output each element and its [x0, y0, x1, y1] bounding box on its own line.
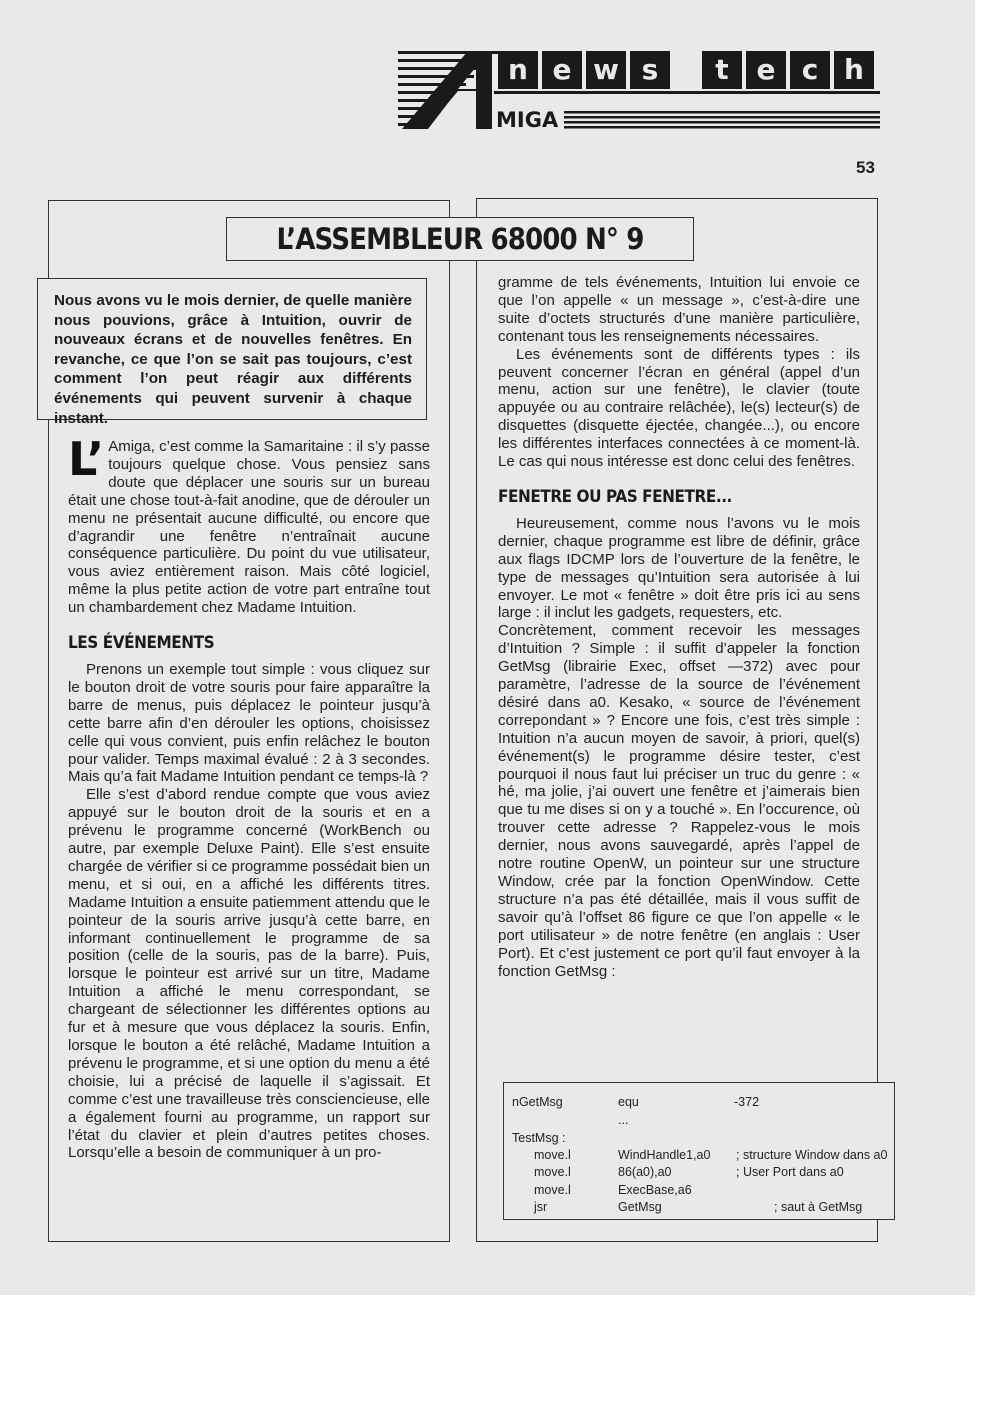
logo-letter: w: [593, 53, 619, 86]
page-number: 53: [856, 158, 875, 177]
first-paragraph: [68, 432, 430, 617]
code-line: nGetMsg equ -372: [512, 1095, 760, 1109]
logo-letter: c: [801, 53, 819, 86]
article-intro: Nous avons vu le mois dernier, de quelle manière nous pouvions, grâce à Intuition, ouvrir de nouveaux écrans et de nouvelles fenêtres. En revanche, ce que l’on se sait pas toujours, c’est comment l’on peut réagir aux différents événements qui peuvent survenir à chaque instant.: [37, 278, 427, 420]
logo-letter: e: [552, 53, 572, 86]
section-heading: LES ÉVÉNEMENTS: [68, 633, 215, 654]
article-title: L’ASSEMBLEUR 68000 N° 9: [276, 222, 644, 256]
logo-sub: MIGA: [496, 108, 559, 132]
article-title-box: [226, 217, 694, 261]
paragraph: Heureusement, comme nous l’avons vu le mois dernier, chaque programme est libre de définir, grâce aux flags IDCMP lors de l’ouverture de la fenêtre, le type de messages qu’Intuition sera autorisée à lui envoyer. Le mot « fenêtre » doit être pris ici au sens large : il inclut les gadgets, requesters, etc.: [498, 514, 860, 622]
logo-letter: s: [641, 53, 659, 86]
right-column: [498, 274, 860, 980]
code-line: jsr GetMsg ; saut à GetMsg: [534, 1200, 863, 1214]
amiga-news-tech-logo: [398, 45, 880, 133]
paragraph: gramme de tels événements, Intuition lui envoie ce que l’on appelle « un message », c’est-à-dire une suite d’octets structurés d’une manière particulière, contenant tous les renseignements nécessaires.: [498, 274, 860, 345]
paragraph: Les événements sont de différents types : ils peuvent concerner l’écran en général (appel d’un menu, action sur une fenêtre), le clavier (toute appuyée ou au contraire relâchée), le(s) lecteur(s) de disquettes (disquette éjectée, changée...), ou encore les différentes interfaces connectées à ce moment-là. Le cas qui nous intéresse est donc celui des fenêtres.: [498, 345, 860, 471]
code-line: move.l 86(a0),a0 ; User Port dans a0: [534, 1165, 844, 1179]
section-heading: FENETRE OU PAS FENETRE...: [498, 486, 732, 507]
paragraph-text: Amiga, c’est comme la Samaritaine : il s’y passe toujours quelque chose. Vous pensiez sans doute que déplacer une souris sur un bureau était une chose tout-à-fait anodine, que de dérouler un menu ne présentait aucune difficulté, ou encore que d’agrandir une fenêtre n’entraînait aucune conséquence particulière. Du point du vue utilisateur, vous aviez entièrement raison. Mais côté logiciel, même la plus petite action de votre part entraîne tout un chambardement chez Madame Intuition.: [68, 438, 430, 617]
paragraph: Concrètement, comment recevoir les messages d’Intuition ? Simple : il suffit d’appeler la fonction GetMsg (librairie Exec, offset —372) avec pour paramètre, l’adresse de la source de l’événement désiré dans a0. Kesako, « source de l’événement correpondant » ? Encore une fois, c’est très simple : Intuition n’a aucun moyen de savoir, à priori, quel(s) événement(s) le programme désire tester, c’est pourquoi il nous faut lui préciser un truc du genre : « hé, ma jolie, j’ai ouvert une fenêtre et j’aimerais bien que tu me dises si on y a touché ». En l’occurence, où trouver cette adresse ? Rappelez-vous le mois dernier, nous avons sauvegardé, après l’appel de notre routine OpenW, un pointeur sur une structure Window, crée par la fonction OpenWindow. Cette structure n’a pas été détaillée, mais il vous suffit de savoir qu’à l’offset 86 figure ce que l’on appelle « le port utilisateur » de notre fenêtre (en anglais : User Port). Et c’est justement ce port qu’il faut envoyer à la fonction GetMsg :: [498, 622, 860, 980]
left-column: [68, 432, 430, 1162]
logo-letter: n: [508, 53, 528, 86]
code-line: ...: [618, 1113, 629, 1127]
code-listing: [503, 1082, 895, 1220]
paragraph: Prenons un exemple tout simple : vous cliquez sur le bouton droit de votre souris pour faire apparaître la barre de menus, puis déplacez le pointeur jusqu’à cette barre afin d’en dérouler les options, choisissez celle qui vous convient, puis enfin relâchez le bouton pour valider. Temps maximal évalué : 2 à 3 secondes. Mais qu’a fait Madame Intuition pendant ce temps-là ?: [68, 660, 430, 786]
logo-letter: h: [844, 53, 864, 86]
logo-letter: e: [756, 53, 776, 86]
code-line: move.l WindHandle1,a0 ; structure Window dans a0: [534, 1148, 888, 1162]
drop-cap: L’: [68, 432, 105, 486]
paragraph: Elle s’est d’abord rendue compte que vous aviez appuyé sur le bouton droit de la souris et en a prévenu le programme concerné (WorkBench ou autre, par exemple Deluxe Paint). Elle s’est ensuite chargée de vérifier si ce programme possédait bien un menu, et si oui, en a affiché les différents titres. Madame Intuition a ensuite patiemment attendu que le pointeur de la souris arrive jusqu’à cette barre, en informant continuellement le programme de sa position (celle de la souris, pas de la barre). Puis, lorsque le pointeur est arrivé sur un titre, Madame Intuition a affiché le menu correspondant, se chargeant de sélectionner les différentes options au fur et à mesure que vous déplacez la souris. Enfin, lorsque le bouton a été relâché, Madame Intuition a prévenu le programme, et si une option du menu a été choisie, lui a précisé de laquelle il s’agissait. Et comme c’est une travailleuse très consciencieuse, elle a également fourni au programme, un rapport sur l’état du clavier et plein d’autres petites choses. Lorsqu’elle a besoin de communiquer à un pro-: [68, 786, 430, 1162]
code-line: move.l ExecBase,a6: [534, 1183, 692, 1197]
code-line: TestMsg :: [512, 1131, 566, 1145]
logo-letter: t: [715, 53, 729, 86]
